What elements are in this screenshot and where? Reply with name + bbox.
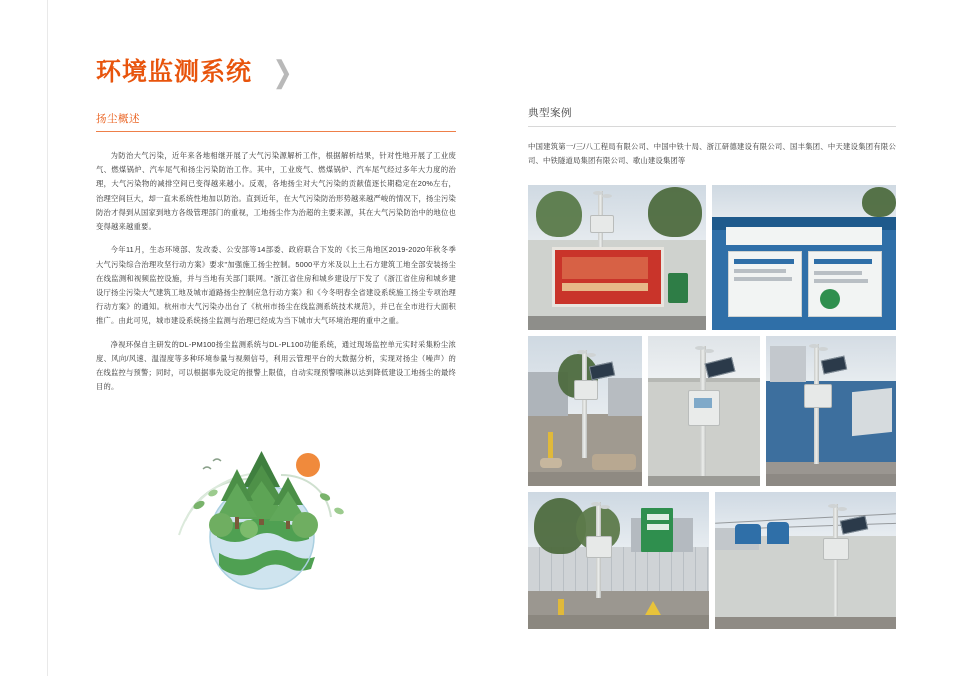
photo-dust-monitor-red-banner-station <box>528 185 706 330</box>
overview-body <box>96 149 456 395</box>
photo-monitor-pole-blue-fence <box>766 336 896 486</box>
overview-paragraph-3: 净视环保自主研发的DL-PM100扬尘监测系统与DL-PL100功能系统，通过现场监控单元实时采集粉尘浓度、风向/风速、温湿度等多种环境参量与视频信号，利用云管理平台的大数据分析，实现对扬尘（噪声）的在线监控与预警；同时，可以根据事先设定的报警上限值，自动实现预警喷淋以达到降低建设工地扬尘的最终目的。 <box>96 339 456 392</box>
case-client-list: 中国建筑第一/三/八工程局有限公司、中国中铁十局、浙江研德建设有限公司、国丰集团、中天建设集团有限公司、中铁隧道局集团有限公司、歌山建设集团等 <box>528 142 896 166</box>
section-heading-cases: 典型案例 <box>528 107 572 119</box>
photo-row-1 <box>528 185 896 330</box>
photo-row-3 <box>528 492 896 629</box>
page-title: 环境监测系统 <box>96 58 253 87</box>
right-column <box>528 105 896 168</box>
overview-paragraph-1: 为防治大气污染，近年来各地相继开展了大气污染源解析工作，根据解析结果，针对性地开展了工业废气、燃煤锅炉、汽车尾气和扬尘污染防治工作。其中，工业废气、燃煤锅炉、汽车尾气经过多年大力度的治理，大气污染物的减排空间已变得越来越小。反观，各地扬尘对大气污染的贡献值逐长期稳定在20%左右，治理空间巨大，却一直未系统性地加以防治。直到近年，在大气污染防治形势越来越严峻的情况下，扬尘污染防治才得到从国家到地方各级管理部门的重视，工地扬尘作为治超的主要来源，其在大气污染防治中的地位也变得越来越重要。 <box>96 151 456 232</box>
earth-trees-illustration <box>155 425 370 600</box>
case-photo-grid <box>528 185 896 635</box>
section-heading-overview: 扬尘概述 <box>96 113 140 125</box>
photo-row-2 <box>528 336 896 486</box>
photo-monitor-pole-concrete-wall <box>648 336 760 486</box>
section-divider-left <box>96 131 456 132</box>
photo-monitor-pole-blue-tanks <box>715 492 896 629</box>
photo-monitor-pole-science-park-gate <box>528 492 709 629</box>
chevron-right-icon: ❯ <box>272 56 293 89</box>
page-edge-rule <box>47 0 48 676</box>
left-column <box>96 58 456 404</box>
photo-monitor-pole-construction-yard <box>528 336 642 486</box>
overview-paragraph-2: 今年11月，生态环境部、发改委、公安部等14部委、政府联合下发的《长三角地区2019-2020年秋冬季大气污染综合治理攻坚行动方案》要求"加强施工扬尘控制。5000平方米及以上土石方建筑工地全部安装扬尘在线监测和视频监控设施，并与当地有关部门联网。"浙江省住房和城乡建设厅下发了《浙江省住房和城乡建设厅扬尘污染大气建筑工地及城市道路扬尘控制应急行动方案》和《今冬明春全省建设系统施工扬尘专项治理行动方案》的通知。杭州市大气污染办出台了《杭州市扬尘在线监测系统技术规范》，并已在全市进行大面积推广。由此可见，城市建设系统扬尘监测与治理已经成为当下城市大气环境治理的重中之重。 <box>96 245 456 326</box>
title-row <box>96 58 456 88</box>
photo-site-entrance-signboard-wall <box>712 185 896 330</box>
section-divider-right <box>528 126 896 127</box>
